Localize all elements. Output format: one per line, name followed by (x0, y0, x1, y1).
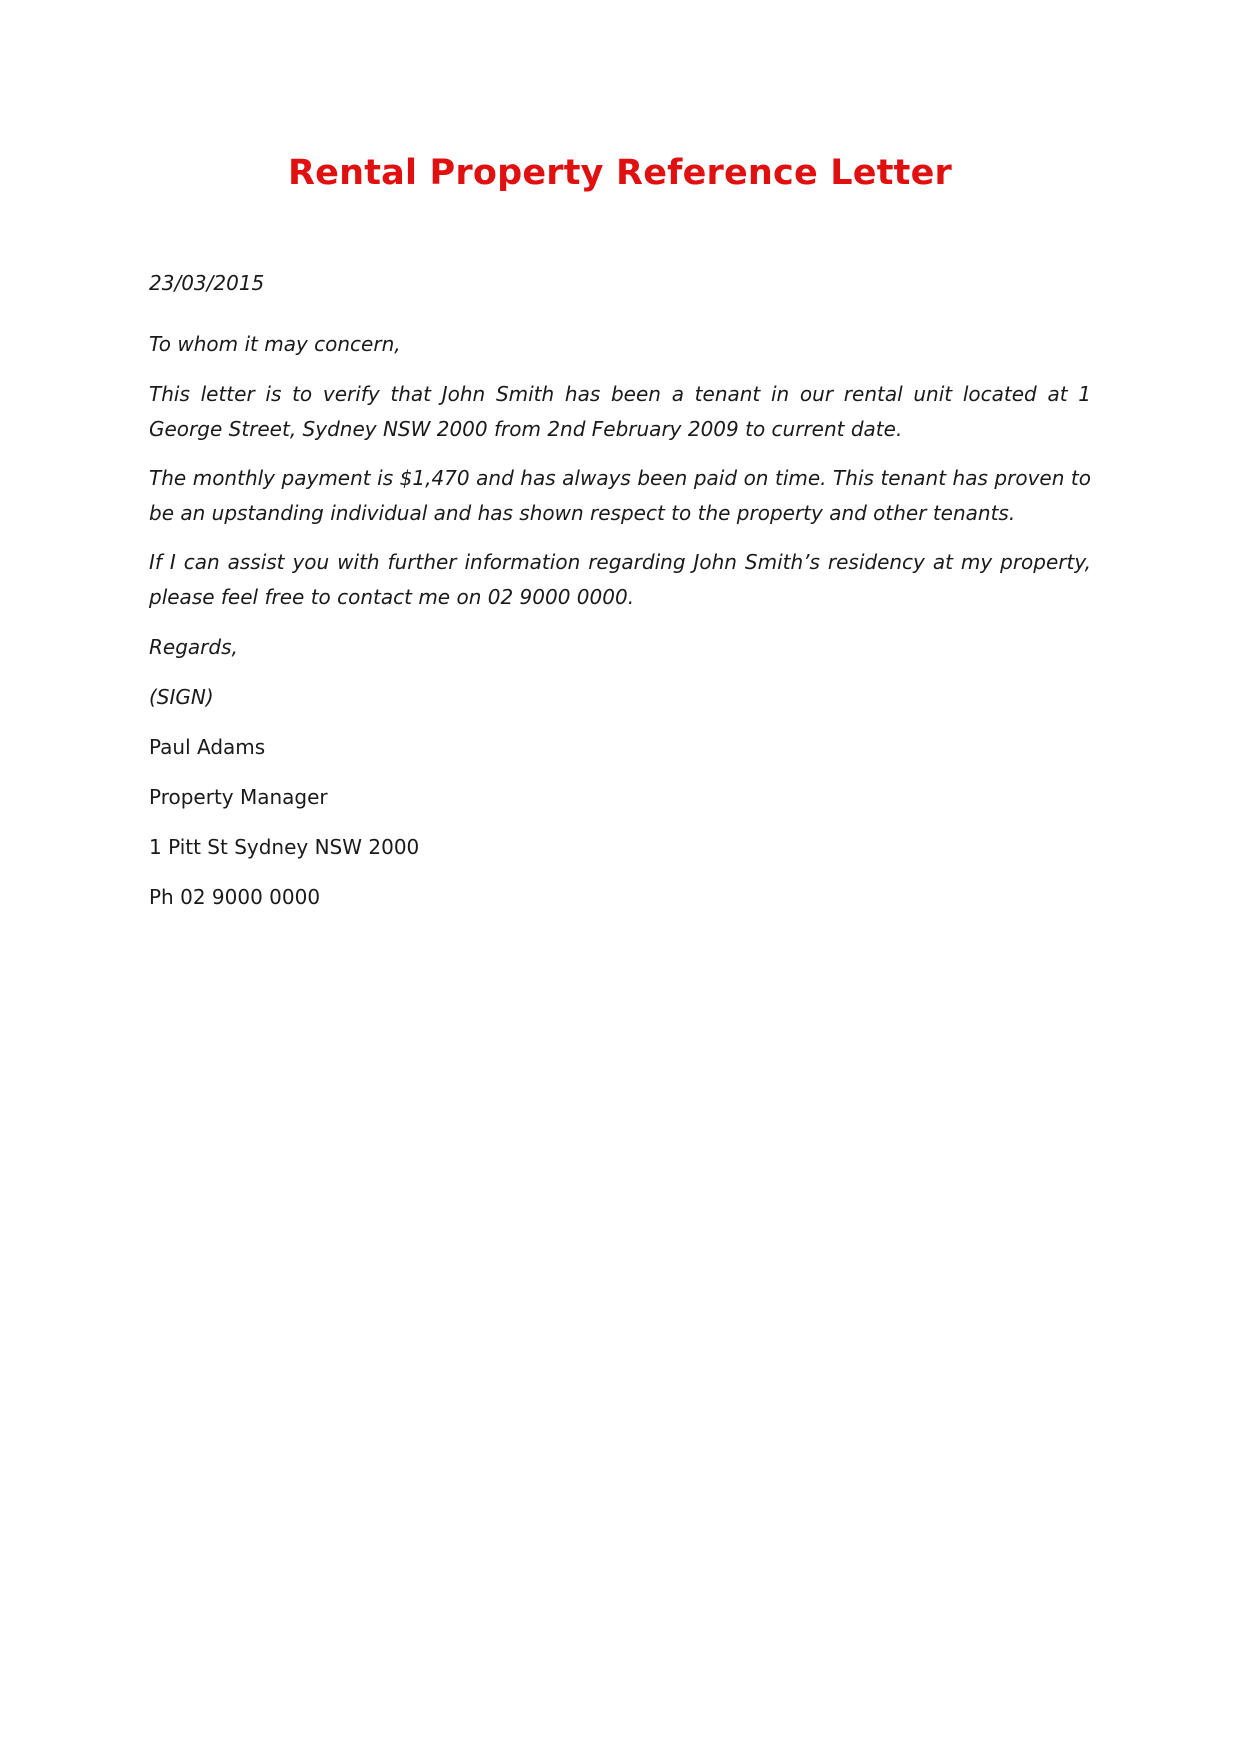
paragraph-contact: If I can assist you with further information regarding John Smith’s residency at my property, please feel free to contact me on 02 9000 0000. (149, 550, 1091, 609)
letter-title: Rental Property Reference Letter (287, 153, 953, 193)
sender-title: Property Manager (149, 785, 328, 809)
sender-address: 1 Pitt St Sydney NSW 2000 (149, 835, 420, 859)
salutation: To whom it may concern, (149, 332, 401, 356)
closing: Regards, (149, 635, 238, 659)
sender-phone: Ph 02 9000 0000 (149, 885, 321, 909)
letter-date: 23/03/2015 (149, 271, 265, 295)
paragraph-tenancy: This letter is to verify that John Smith has been a tenant in our rental unit located at 1 George Street, Sydney NSW 2000 from 2nd February 2009 to current date. (149, 382, 1091, 441)
paragraph-payment: The monthly payment is $1,470 and has always been paid on time. This tenant has proven to be an upstanding individual and has shown respect to the property and other tenants. (149, 466, 1091, 525)
signature-placeholder: (SIGN) (149, 685, 214, 709)
sender-name: Paul Adams (149, 735, 266, 759)
